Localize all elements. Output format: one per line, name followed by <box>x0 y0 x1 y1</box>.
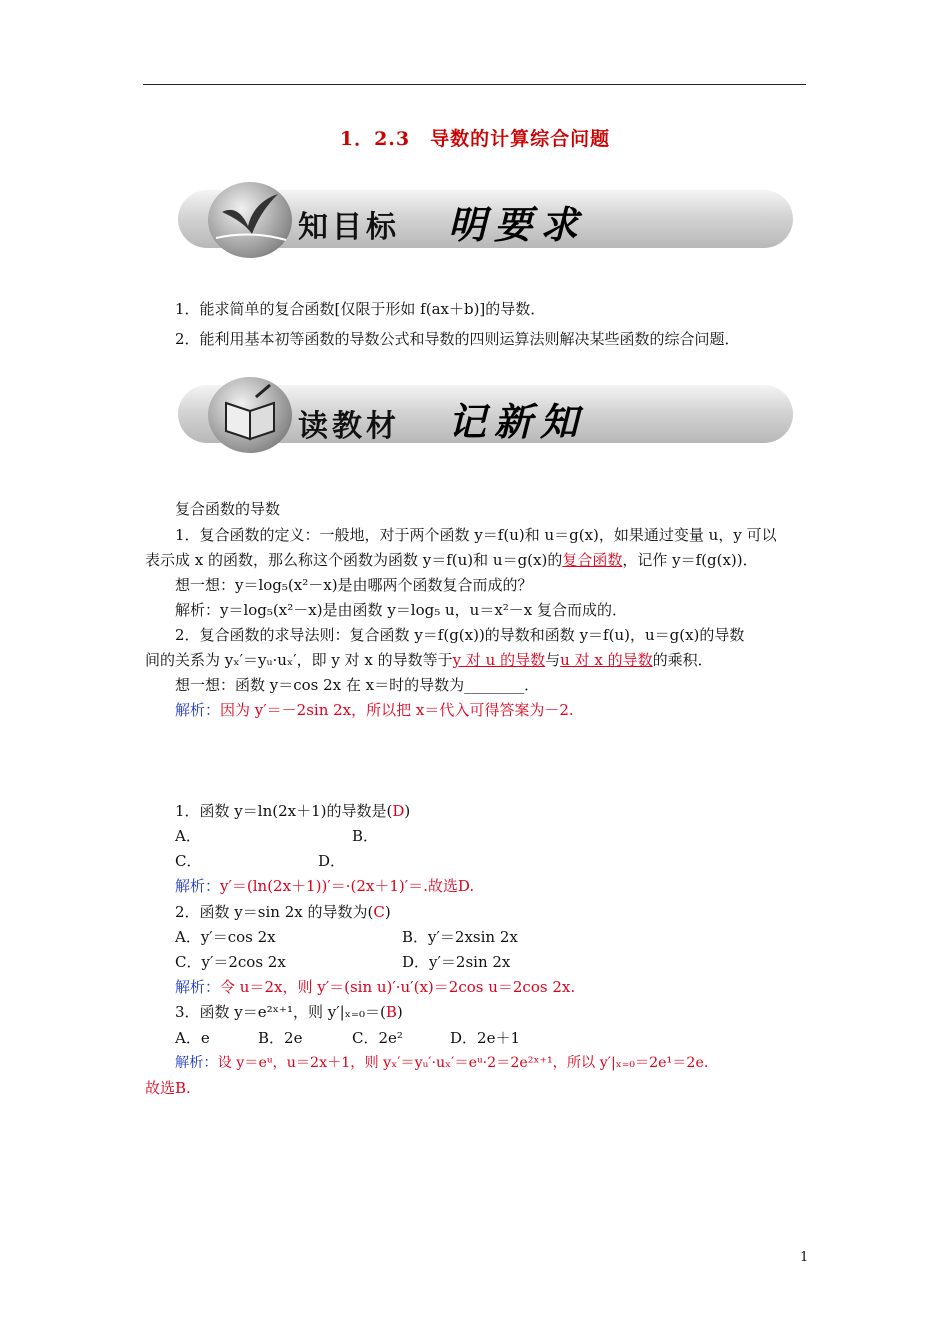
banner-goals <box>178 180 793 260</box>
exercise-3-question <box>175 1001 403 1022</box>
goal-2: 2．能利用基本初等函数的导数公式和导数的四则运算法则解决某些函数的综合问题． <box>175 330 740 348</box>
exercise-2-question <box>175 901 391 922</box>
think-answer-1: 解析：y＝log₅(x²－x)是由函数 y＝log₅ u，u＝x²－x 复合而成的． <box>175 601 628 619</box>
solution-label: 解析： <box>175 877 221 895</box>
question-answer: B <box>385 1003 397 1021</box>
think-question-1: 想一想：y＝log₅(x²－x)是由哪两个函数复合而成的？ <box>175 576 533 594</box>
definition-line-2 <box>145 549 758 570</box>
solution-text: 令 u＝2x，则 y′＝(sin u)′·u′(x)＝2cos u＝2cos 2x. <box>220 978 576 996</box>
banner-reading <box>178 375 793 455</box>
think-question-2: 想一想：函数 y＝cos 2x 在 x＝时的导数为________． <box>175 676 540 694</box>
solution-label: 解析： <box>175 701 221 719</box>
exercise-1-solution <box>175 875 474 896</box>
answer-y-over-u: y 对 u 的导数 <box>452 651 546 669</box>
definition-text: 表示成 x 的函数，那么称这个函数为函数 y＝f(u)和 u＝g(x)的 <box>145 551 563 569</box>
definition-text-end: ，记作 y＝f(g(x))． <box>622 551 758 569</box>
question-paren: ) <box>384 903 391 921</box>
question-answer: C <box>373 903 385 921</box>
header-rule <box>143 84 806 85</box>
book-emblem-icon <box>208 377 292 453</box>
exercise-2-option-c: C．y′＝2cos 2x <box>175 953 286 971</box>
solution-text: y′＝(ln(2x＋1))′＝·(2x＋1)′＝.故选D. <box>220 877 475 895</box>
answer-u-over-x: u 对 x 的导数 <box>560 651 653 669</box>
rule-text: 间的关系为 yₓ′＝yᵤ·uₓ′，即 y 对 x 的导数等于 <box>145 651 453 669</box>
exercise-3-solution <box>175 1052 708 1072</box>
exercise-2-option-b: B．y′＝2xsin 2x <box>402 928 518 946</box>
exercise-1-question <box>175 800 410 821</box>
exercise-1-option-d: D． <box>318 852 346 870</box>
question-text: 1．函数 y＝ln(2x＋1)的导数是( <box>175 802 393 820</box>
bird-emblem-icon <box>208 182 292 258</box>
exercise-3-solution-end: 故选B. <box>145 1079 191 1097</box>
question-answer: D <box>392 802 405 820</box>
banner-right-text: 明要求 <box>448 202 587 247</box>
rule-text-mid: 与 <box>545 651 561 669</box>
exercise-3-option-c: C．2e² <box>352 1029 403 1047</box>
think-answer-2 <box>175 699 574 720</box>
solution-label: 解析： <box>175 978 221 996</box>
exercise-1-option-a: A． <box>175 827 201 845</box>
question-text: 3．函数 y＝e²ˣ⁺¹，则 y′|ₓ₌₀＝( <box>175 1003 386 1021</box>
exercise-2-option-a: A．y′＝cos 2x <box>175 928 276 946</box>
definition-line-1: 1．复合函数的定义：一般地，对于两个函数 y＝f(u)和 u＝g(x)，如果通过变量 u，y 可以 <box>175 526 777 544</box>
goal-1: 1．能求简单的复合函数[仅限于形如 f(ax＋b)]的导数． <box>175 300 546 318</box>
exercise-2-solution <box>175 976 575 997</box>
answer-composite-function: 复合函数 <box>562 551 623 569</box>
banner-left-text: 知目标 <box>298 210 400 245</box>
rule-line-1: 2．复合函数的求导法则：复合函数 y＝f(g(x))的导数和函数 y＝f(u)，u＝g(x)的导数 <box>175 626 745 644</box>
rule-line-2 <box>145 649 713 670</box>
solution-text: 因为 y′＝－2sin 2x，所以把 x＝代入可得答案为－2. <box>220 701 574 719</box>
banner-left-text: 读教材 <box>298 409 400 444</box>
exercise-3-option-a: A．e <box>175 1029 210 1047</box>
section-heading: 复合函数的导数 <box>175 500 281 518</box>
rule-text-end: 的乘积． <box>652 651 713 669</box>
exercise-3-option-d: D．2e＋1 <box>450 1029 520 1047</box>
exercise-1-option-b: B． <box>352 827 379 845</box>
exercise-3-option-b: B．2e <box>258 1029 303 1047</box>
solution-text: 设 y＝eᵘ，u＝2x＋1，则 yₓ′＝yᵤ′·uₓ′＝eᵘ·2＝2e²ˣ⁺¹，所以 y′|ₓ₌₀＝2e¹＝2e. <box>217 1055 709 1071</box>
question-paren: ) <box>404 802 411 820</box>
exercise-2-option-d: D．y′＝2sin 2x <box>402 953 511 971</box>
page-number: 1 <box>800 1250 809 1265</box>
banner-right-text: 记新知 <box>448 399 587 444</box>
question-paren: ) <box>396 1003 403 1021</box>
exercise-1-option-c: C． <box>175 852 202 870</box>
question-text: 2．函数 y＝sin 2x 的导数为( <box>175 903 374 921</box>
page-title: 1．2.3 导数的计算综合问题 <box>339 128 611 150</box>
solution-label: 解析： <box>175 1055 218 1071</box>
